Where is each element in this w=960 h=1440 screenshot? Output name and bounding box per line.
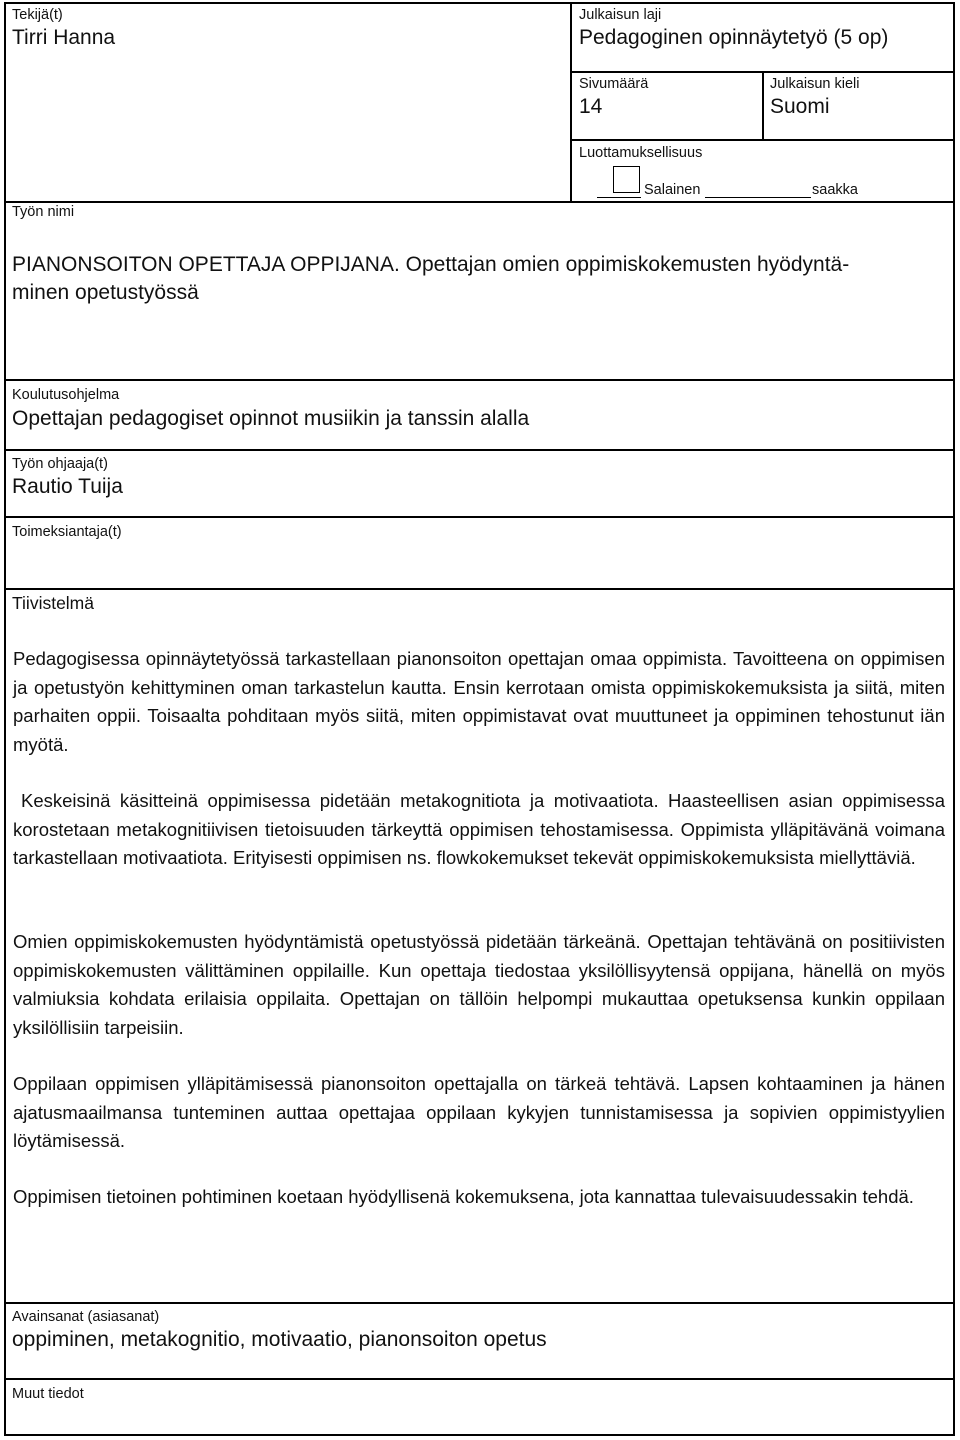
pages-lang-divider <box>762 71 764 140</box>
pages-value: 14 <box>579 95 603 118</box>
abstract-paragraph-2: Keskeisinä käsitteinä oppimisessa pidetään metakognitiota ja motivaatiota. Haasteellisen asian oppimisessa korostetaan metakognitiivisen tietoisuuden tärkeyttä oppimisen tehostamisessa. Oppimista ylläpitävänä voimana tarkastellaan motivaatiota. Erityisesti oppimisen ns. flowkokemukset tekevät oppimiskokemuksista miellyttäviä. <box>13 790 945 869</box>
pubtype-label: Julkaisun laji <box>579 7 662 23</box>
program-divider <box>4 379 955 381</box>
lang-label: Julkaisun kieli <box>770 76 860 92</box>
commissioner-label: Toimeksiantaja(t) <box>12 524 122 540</box>
abstract-paragraph-3: Omien oppimiskokemusten hyödyntämistä opetustyössä pidetään tärkeänä. Opettajan tehtävänä on positiivisten oppimiskokemusten välittäminen oppilaille. Kun opettaja tiedostaa yksilöllisyytensä oppijana, hänellä on myös valmiuksia kohdata erilaisia oppilaita. Opettajan on tällöin helpompi mukauttaa opetuksensa kunkin oppilaan yksilöllisiin tarpeisiin. <box>13 931 945 1038</box>
secret-label: Salainen <box>644 182 701 198</box>
lang-value: Suomi <box>770 95 830 118</box>
author-value: Tirri Hanna <box>12 26 116 49</box>
pubtype-value: Pedagoginen opinnäytetyö (5 op) <box>579 26 889 49</box>
secret-checkbox[interactable] <box>613 166 640 193</box>
until-label: saakka <box>812 182 858 198</box>
title-line-1: PIANONSOITON OPETTAJA OPPIJANA. Opettajan omien oppimiskokemusten hyödyntä- <box>12 253 850 276</box>
abstract-paragraph-5: Oppimisen tietoinen pohtiminen koetaan hyödyllisenä kokemuksena, jota kannattaa tulevaisuudessakin tehdä. <box>13 1186 914 1207</box>
pages-label: Sivumäärä <box>579 76 649 92</box>
abstract-paragraph-4: Oppilaan oppimisen ylläpitämisessä pianonsoiton opettajalla on tärkeä tehtävä. Lapsen kohtaaminen ja hänen ajatusmaailmansa tunteminen auttaa opettajaa oppilaan kykyjen tunnistamisessa ja sopivien oppimistyylien löytämisessä. <box>13 1073 945 1152</box>
confidentiality-label: Luottamuksellisuus <box>579 145 703 161</box>
program-value: Opettajan pedagogiset opinnot musiikin ja tanssin alalla <box>12 407 530 430</box>
secret-checkbox-underline <box>597 197 641 198</box>
supervisor-divider <box>4 449 955 451</box>
keywords-divider <box>4 1302 955 1304</box>
program-label: Koulutusohjelma <box>12 387 120 403</box>
other-divider <box>4 1378 955 1380</box>
title-line-2: minen opetustyössä <box>12 281 199 304</box>
keywords-label: Avainsanat (asiasanat) <box>12 1309 160 1325</box>
until-date-blank[interactable] <box>705 197 811 198</box>
supervisor-value: Rautio Tuija <box>12 475 123 498</box>
commissioner-divider <box>4 516 955 518</box>
author-label: Tekijä(t) <box>12 7 63 23</box>
keywords-value: oppiminen, metakognitio, motivaatio, pianonsoiton opetus <box>12 1328 547 1351</box>
abstract-divider <box>4 588 955 590</box>
other-label: Muut tiedot <box>12 1386 84 1402</box>
abstract-paragraph-1: Pedagogisessa opinnäytetyössä tarkastellaan pianonsoiton opettajan omaa oppimista. Tavoitteena on oppimisen ja opetustyön kehittyminen oman tarkastelun kautta. Ensin kerrotaan omista oppimiskokemuksista ja siitä, miten parhaiten oppii. Toisaalta pohditaan myös siitä, miten oppimistavat ovat muuttuneet ja oppiminen tehostunut iän myötä. <box>13 648 945 755</box>
title-label: Työn nimi <box>12 204 75 220</box>
header-divider <box>570 2 572 202</box>
supervisor-label: Työn ohjaaja(t) <box>12 456 108 472</box>
title-divider <box>4 201 955 203</box>
abstract-label: Tiivistelmä <box>12 593 94 613</box>
